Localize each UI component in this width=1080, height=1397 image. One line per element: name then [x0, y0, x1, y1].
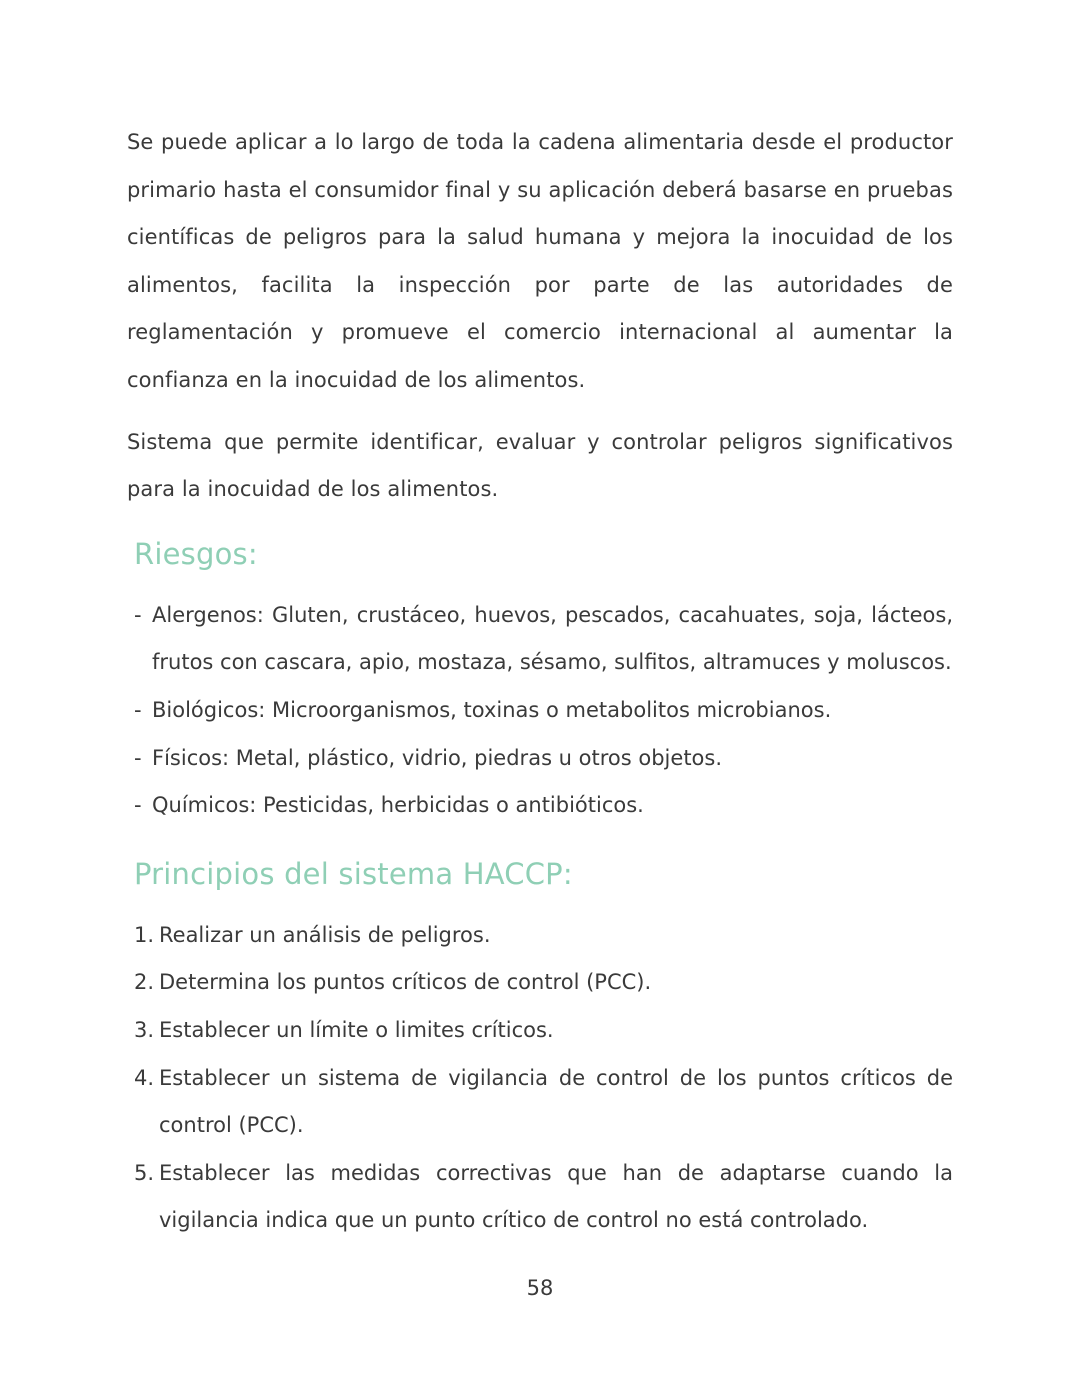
number-marker: 2.: [134, 970, 155, 995]
dash-marker: -: [134, 745, 142, 770]
principios-list: [127, 912, 953, 1245]
page-number: 58: [526, 1276, 554, 1300]
principio-text: Establecer un límite o limites críticos.: [159, 1017, 554, 1042]
list-item: [127, 959, 953, 1007]
list-item: [127, 782, 953, 830]
list-item: [127, 735, 953, 783]
principio-text: Determina los puntos críticos de control (PCC).: [159, 970, 652, 995]
list-item: [127, 687, 953, 735]
number-marker: 1.: [134, 922, 155, 947]
riesgo-fisicos: Físicos: Metal, plástico, vidrio, piedras u otros objetos.: [152, 745, 723, 770]
list-item: [127, 1150, 953, 1245]
list-item: [127, 912, 953, 960]
principios-heading: Principios del sistema HACCP:: [134, 856, 573, 891]
dash-marker: -: [134, 697, 142, 722]
principio-text: Realizar un análisis de peligros.: [159, 922, 491, 947]
riesgos-heading: Riesgos:: [134, 536, 258, 571]
riesgos-list: [127, 592, 953, 830]
intro-paragraph: Se puede aplicar a lo largo de toda la cadena alimentaria desde el productor primario hasta el consumidor final y su aplicación deberá basarse en pruebas científicas de peligros para la salud humana y mejora la inocuidad de los alimentos, facilita la inspección por parte de las autoridades de reglamentación y promueve el comercio internacional al aumentar la confianza en la inocuidad de los alimentos.: [127, 130, 953, 392]
list-item: [127, 1007, 953, 1055]
dash-marker: -: [134, 793, 142, 818]
number-marker: 4.: [134, 1065, 155, 1090]
riesgo-quimicos: Químicos: Pesticidas, herbicidas o antibióticos.: [152, 793, 644, 818]
riesgo-alergenos: Alergenos: Gluten, crustáceo, huevos, pescados, cacahuates, soja, lácteos, frutos con cascara, apio, mostaza, sésamo, sulfitos, altramuces y moluscos.: [152, 602, 953, 675]
principio-text: Establecer un sistema de vigilancia de control de los puntos críticos de control (PCC).: [159, 1065, 953, 1138]
dash-marker: -: [134, 602, 142, 627]
document-page: [127, 119, 953, 1245]
definition-paragraph: Sistema que permite identificar, evaluar y controlar peligros significativos para la inocuidad de los alimentos.: [127, 429, 953, 502]
number-marker: 5.: [134, 1160, 155, 1185]
principio-text: Establecer las medidas correctivas que han de adaptarse cuando la vigilancia indica que un punto crítico de control no está controlado.: [159, 1160, 953, 1233]
number-marker: 3.: [134, 1017, 155, 1042]
list-item: [127, 1055, 953, 1150]
riesgo-biologicos: Biológicos: Microorganismos, toxinas o metabolitos microbianos.: [152, 697, 832, 722]
list-item: [127, 592, 953, 687]
